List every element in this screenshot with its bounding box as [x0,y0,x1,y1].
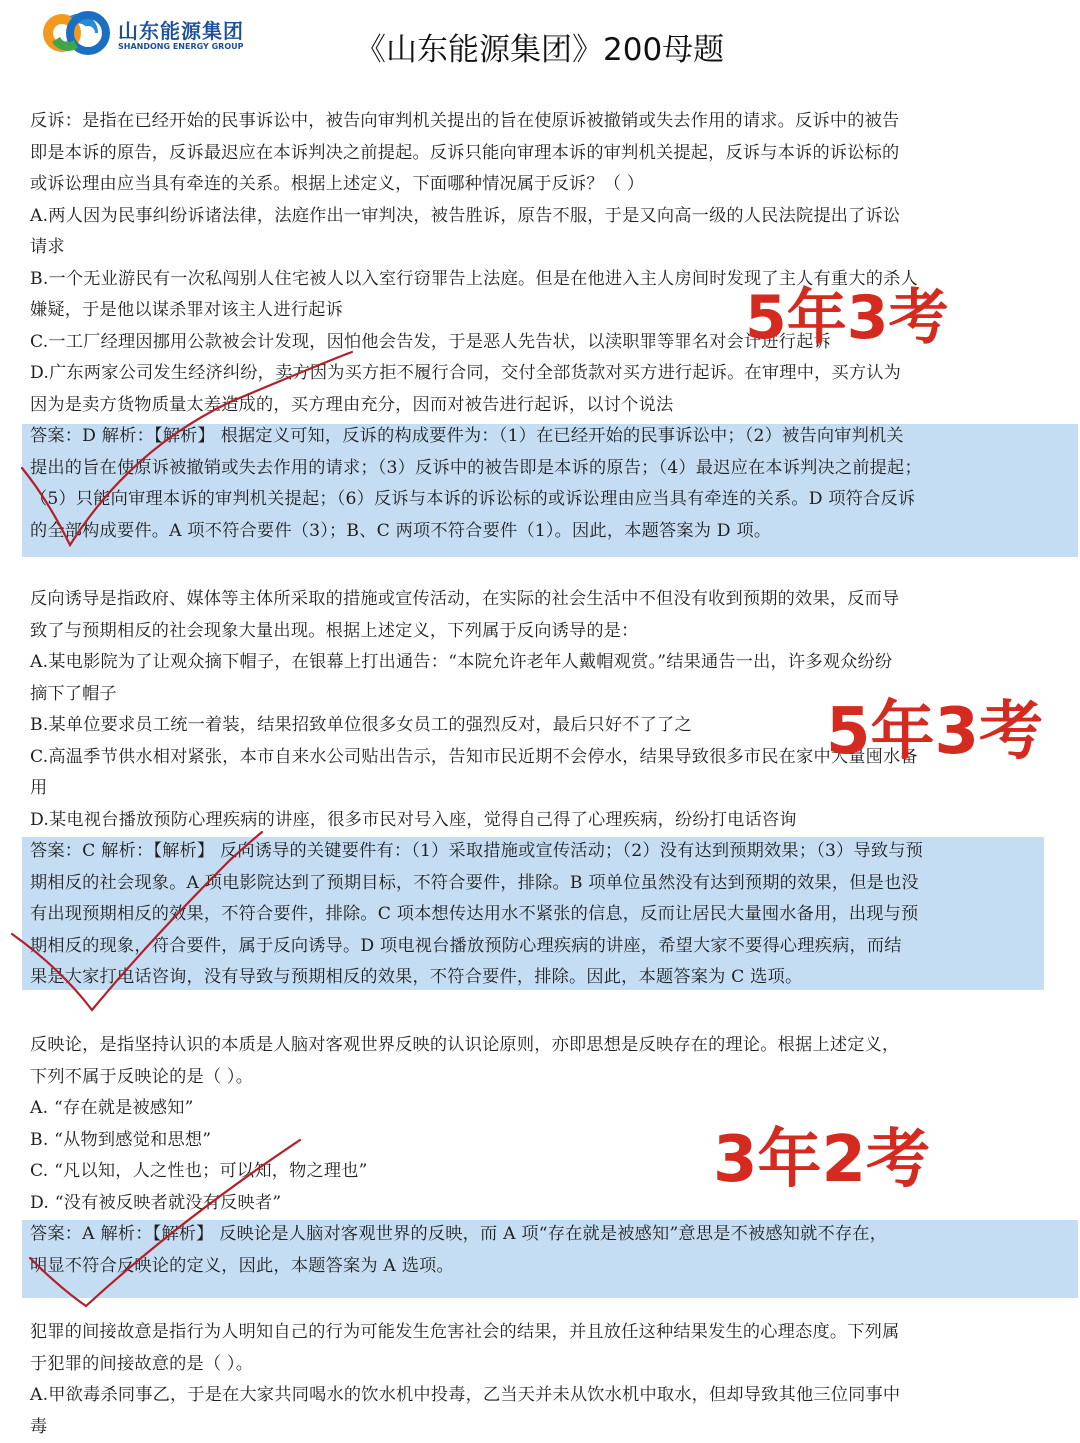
option-c: C. “凡以知，人之性也；可以知，物之理也” [30,1156,1056,1188]
frequency-stamp-3: 3年2考 [713,1108,930,1200]
option-d: D.广东两家公司发生经济纠纷，卖方因为买方拒不履行合同，交付全部货款对买方进行起诉。在审理中，买方认为 [30,358,1056,390]
page-title: 《山东能源集团》200母题 [355,24,724,69]
question-text-line: 下列不属于反映论的是（ ）。 [30,1062,1056,1094]
option-a-cont: 毒 [30,1412,1056,1443]
page-header [0,0,1080,95]
option-d: D.某电视台播放预防心理疾病的讲座，很多市民对号入座，觉得自己得了心理疾病，纷纷打电话咨询 [30,805,1056,837]
answer-line: 的全部构成要件。A 项不符合要件（3）；B、C 两项不符合要件（1）。因此，本题答案为 D 项。 [30,516,1056,548]
question-text-line: 即是本诉的原告，反诉最迟应在本诉判决之前提起。反诉只能向审理本诉的审判机关提起，反诉与本诉的诉讼标的 [30,138,1056,170]
option-b: B.一个无业游民有一次私闯别人住宅被人以入室行窃罪告上法庭。但是在他进入主人房间时发现了主人有重大的杀人 [30,264,1056,296]
answer-line: 期相反的社会现象。A 项电影院达到了预期目标，不符合要件，排除。B 项单位虽然没有达到预期的效果，但是也没 [30,868,1056,900]
option-a: A.甲欲毒杀同事乙，于是在大家共同喝水的饮水机中投毒，乙当天并未从饮水机中取水，但却导致其他三位同事中 [30,1380,1056,1412]
option-b-cont: 嫌疑，于是他以谋杀罪对该主人进行起诉 [30,295,1056,327]
option-b: B. “从物到感觉和思想” [30,1125,1056,1157]
frequency-stamp-1: 5年3考 [745,270,949,356]
question-text-line: 致了与预期相反的社会现象大量出现。根据上述定义，下列属于反向诱导的是： [30,616,1056,648]
logo-english-name: SHANDONG ENERGY GROUP [118,42,243,51]
question-text-line: 犯罪的间接故意是指行为人明知自己的行为可能发生危害社会的结果，并且放任这种结果发生的心理态度。下列属 [30,1317,1056,1349]
question-text-line: 于犯罪的间接故意的是（ ）。 [30,1349,1056,1381]
option-a: A.某电影院为了让观众摘下帽子，在银幕上打出通告：“本院允许老年人戴帽观赏。”结果通告一出，许多观众纷纷 [30,647,1056,679]
option-a: A.两人因为民事纠纷诉诸法律，法庭作出一审判决，被告胜诉，原告不服，于是又向高一级的人民法院提出了诉讼 [30,201,1056,233]
option-c: C.一工厂经理因挪用公款被会计发现，因怕他会告发，于是恶人先告状，以渎职罪等罪名对会计进行起诉 [30,327,1056,359]
question-text-line: 或诉讼理由应当具有牵连的关系。根据上述定义，下面哪种情况属于反诉？（ ） [30,169,1056,201]
question-4 [30,1317,1056,1443]
frequency-stamp-2: 5年3考 [826,680,1043,772]
option-a-cont: 请求 [30,232,1056,264]
answer-line: 明显不符合反映论的定义，因此，本题答案为 A 选项。 [30,1251,1056,1283]
question-2 [30,584,1056,994]
answer-line: 期相反的现象，符合要件，属于反向诱导。D 项电视台播放预防心理疾病的讲座，希望大家不要得心理疾病，而结 [30,931,1056,963]
option-c: C.高温季节供水相对紧张，本市自来水公司贴出告示，告知市民近期不会停水，结果导致很多市民在家中大量囤水备 [30,742,1056,774]
option-a-cont: 摘下了帽子 [30,679,1056,711]
option-a: A. “存在就是被感知” [30,1093,1056,1125]
answer-line: 有出现预期相反的效果，不符合要件，排除。C 项本想传达用水不紧张的信息，反而让居民大量囤水备用，出现与预 [30,899,1056,931]
option-c-cont: 用 [30,773,1056,805]
logo-mark-icon [42,10,112,56]
option-b: B.某单位要求员工统一着装，结果招致单位很多女员工的强烈反对，最后只好不了了之 [30,710,1056,742]
answer-line: 答案：C 解析：【解析】 反向诱导的关键要件有：（1）采取措施或宣传活动；（2）没有达到预期效果；（3）导致与预 [30,836,1056,868]
answer-line: 果是大家打电话咨询，没有导致与预期相反的效果，不符合要件，排除。因此，本题答案为 C 选项。 [30,962,1056,994]
company-logo [42,10,282,56]
option-d-cont: 因为是卖方货物质量太差造成的，买方理由充分，因而对被告进行起诉，以讨个说法 [30,390,1056,422]
question-text-line: 反诉：是指在已经开始的民事诉讼中，被告向审判机关提出的旨在使原诉被撤销或失去作用的请求。反诉中的被告 [30,106,1056,138]
answer-line: 答案：A 解析：【解析】 反映论是人脑对客观世界的反映，而 A 项“存在就是被感知”意思是不被感知就不存在， [30,1219,1056,1251]
option-d: D. “没有被反映者就没有反映者” [30,1188,1056,1220]
answer-line: 提出的旨在使原诉被撤销或失去作用的请求；（3）反诉中的被告即是本诉的原告；（4）最迟应在本诉判决之前提起； [30,453,1056,485]
question-text-line: 反映论，是指坚持认识的本质是人脑对客观世界反映的认识论原则，亦即思想是反映存在的理论。根据上述定义， [30,1030,1056,1062]
answer-line: （5）只能向审理本诉的审判机关提起；（6）反诉与本诉的诉讼标的或诉讼理由应当具有牵连的关系。D 项符合反诉 [30,484,1056,516]
answer-line: 答案：D 解析：【解析】 根据定义可知，反诉的构成要件为：（1）在已经开始的民事诉讼中；（2）被告向审判机关 [30,421,1056,453]
question-text-line: 反向诱导是指政府、媒体等主体所采取的措施或宣传活动，在实际的社会生活中不但没有收到预期的效果，反而导 [30,584,1056,616]
logo-name: 山东能源集团 [118,15,244,44]
